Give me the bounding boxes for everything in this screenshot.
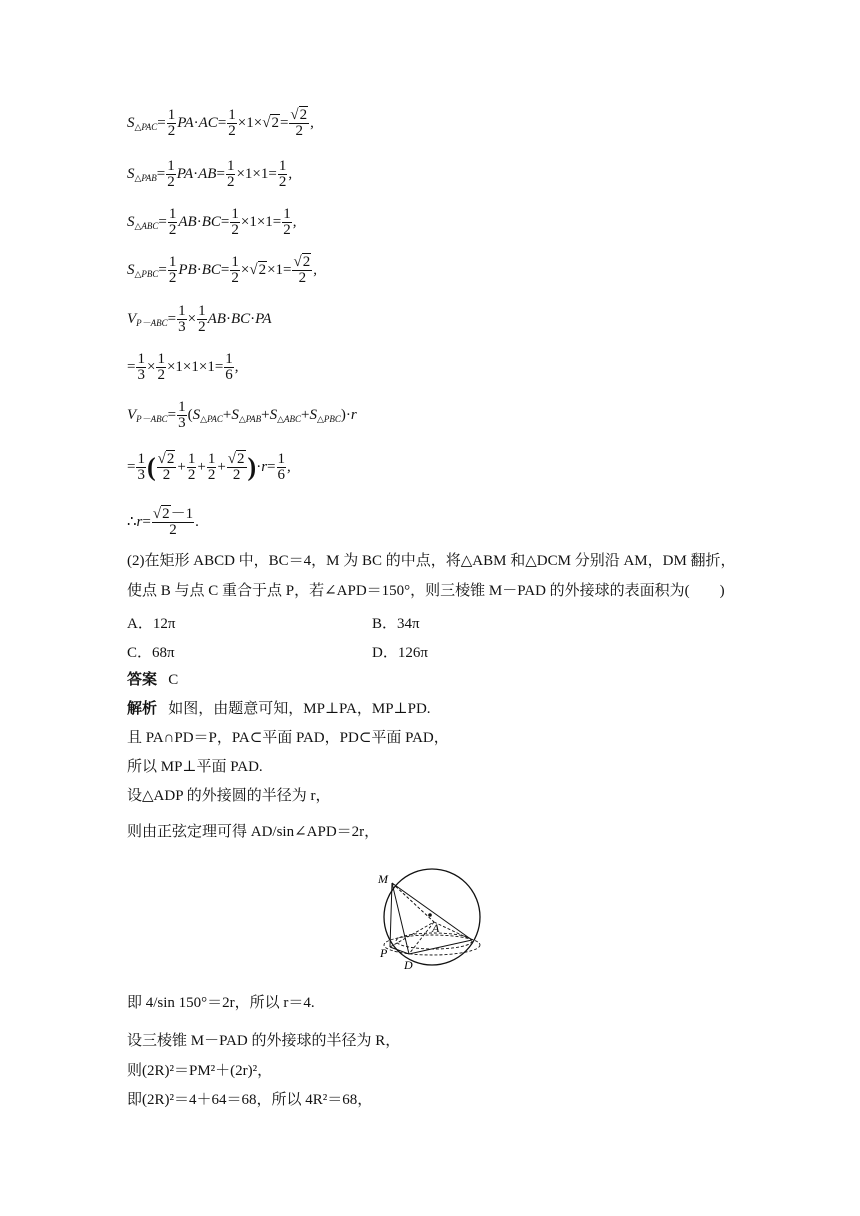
- label-a: A: [432, 921, 440, 935]
- option-b: B．34π: [372, 616, 420, 632]
- solution-line-7: 设三棱锥 M－PAD 的外接球的半径为 R，: [127, 1033, 401, 1049]
- solution-line-5: 则由正弦定理可得 AD/sin∠APD＝2r，: [127, 824, 380, 840]
- solution-line-9: 即(2R)²＝4＋64＝68，所以 4R²＝68，: [127, 1092, 373, 1108]
- formula-volume-sum-value: = $\frac{1}{3}$ ( $\frac{√2}{2}$ + $\frac{1}{2}$ + $\frac{1}{2}$ + $\frac{√2}{2}$ )·r= $\frac{1}{6}$ ,: [127, 451, 291, 483]
- formula-s-pab: $S_{\triangle PAB}=$ $\frac{1}{2}$ PA·AB= $\frac{1}{2}$ ×1×1= $\frac{1}{2}$ ,: [127, 158, 293, 190]
- formula-volume-sum: $V_{P-ABC}=$ $\frac{1}{3}$ $(S_{\triangle PAC}+S_{\triangle PAB}+S_{\triangle ABC}+S_{\triangle PBC})\cdot r$: [127, 399, 357, 431]
- solution-label: 解析: [127, 701, 158, 717]
- formula-s-abc: $S_{\triangle ABC}=$ $\frac{1}{2}$ AB·BC= $\frac{1}{2}$ ×1×1= $\frac{1}{2}$ ,: [127, 206, 297, 238]
- formula-s-pac: $S_{\triangle PAC}=$ $\frac{1}{2}$ PA·AC= $\frac{1}{2}$ ×1×√2= $\frac{√2}{2}$ ,: [127, 107, 314, 139]
- solution-line-8: 则(2R)²＝PM²＋(2r)²，: [127, 1063, 273, 1079]
- problem-line-2: 使点 B 与点 C 重合于点 P，若∠APD＝150°，则三棱锥 M－PAD 的外接球的表面积为( ): [127, 583, 725, 599]
- problem-line-1: (2)在矩形 ABCD 中，BC＝4，M 为 BC 的中点，将△ABM 和△DCM 分别沿 AM，DM 翻折，: [127, 553, 736, 569]
- solution-line-1: [127, 700, 431, 718]
- label-p: P: [380, 946, 388, 960]
- solution-text-1: 如图，由题意可知，MP⊥PA，MP⊥PD.: [168, 701, 431, 717]
- option-d: D．126π: [372, 645, 428, 661]
- formula-volume-value: = $\frac{1}{3}$ × $\frac{1}{2}$ ×1×1×1= $\frac{1}{6}$ ,: [127, 351, 239, 383]
- label-m: M: [378, 872, 388, 886]
- formula-volume: $V_{P-ABC}=$ $\frac{1}{3}$ × $\frac{1}{2}$ AB·BC·PA: [127, 303, 272, 335]
- solution-line-3: 所以 MP⊥平面 PAD.: [127, 759, 263, 775]
- sphere-pyramid-figure: [372, 865, 492, 975]
- formula-s-pbc: $S_{\triangle PBC}=$ $\frac{1}{2}$ PB·BC= $\frac{1}{2}$ ×√2×1= $\frac{√2}{2}$ ,: [127, 254, 317, 286]
- option-a: A．12π: [127, 616, 176, 632]
- label-d: D: [404, 958, 413, 972]
- solution-line-6: 即 4/sin 150°＝2r，所以 r＝4.: [127, 995, 315, 1011]
- answer-value: C: [168, 672, 179, 688]
- formula-r-result: ∴r= $\frac{√2-1}{2}$ .: [127, 506, 199, 538]
- answer-line: [127, 671, 178, 689]
- solution-line-2: 且 PA∩PD＝P，PA⊂平面 PAD，PD⊂平面 PAD，: [127, 730, 449, 746]
- option-c: C．68π: [127, 645, 175, 661]
- answer-label: 答案: [127, 672, 158, 688]
- solution-line-4: 设△ADP 的外接圆的半径为 r，: [127, 788, 331, 804]
